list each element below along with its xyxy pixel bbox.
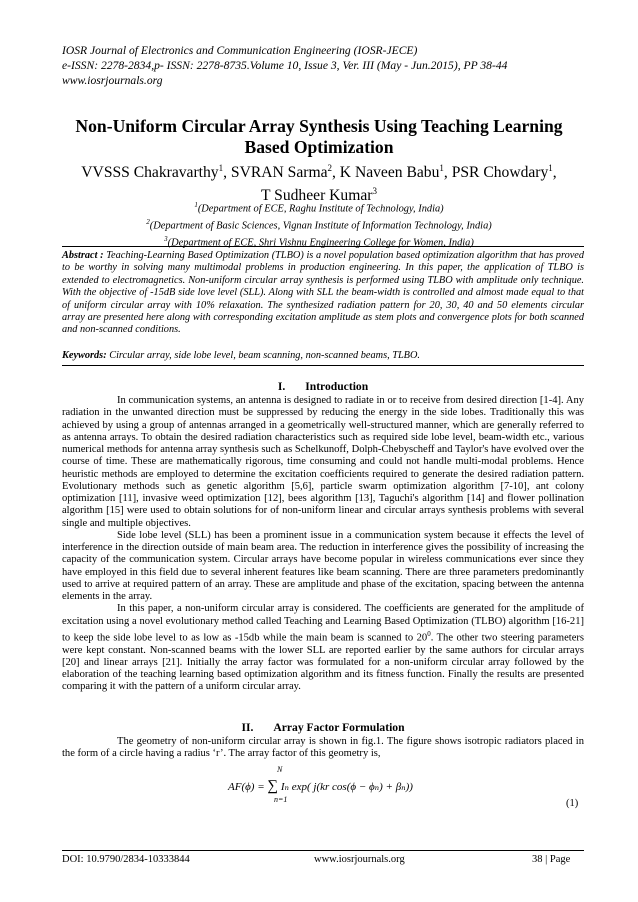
author-list: VVSSS Chakravarthy$^1$, SVRAN Sarma$^2$, K Naveen Babu$^1$, PSR Chowdary$^1$, T Sudheer Kumar$^3$ [81,163,557,205]
author-name: VVSSS Chakravarthy [81,164,219,182]
affiliation-line [60,199,578,216]
journal-issn: e-ISSN: 2278-2834,p- ISSN: 2278-8735.Volume 10, Issue 3, Ver. III (May - Jun.2015), PP 38-44 [62,58,508,72]
journal-url: www.iosrjournals.org [62,73,163,87]
author-name: SVRAN Sarma [230,164,328,182]
keywords [62,350,584,362]
affiliations [60,199,578,249]
sum-upper-limit: N [277,765,283,774]
paragraph-text: In this paper, a non-uniform circular array is considered. The coefficients are generated for the amplitude of excitation using a novel evolutionary method called Teaching and Learning Based Optimization (TLBO) algorithm [16-21] to keep the side lobe level to as low as -15db while the main beam is scanned to 20 [62,603,584,644]
affiliation-text: (Department of ECE, Raghu Institute of Technology, India) [197,203,444,215]
array-factor-body [62,736,584,761]
equation-lhs: AF(ϕ) = [228,781,265,793]
paper-title: Non-Uniform Circular Array Synthesis Using Teaching Learning Based Optimization [75,116,563,157]
footer-site: www.iosrjournals.org [314,854,405,865]
author-affil-sup: 3 [372,186,377,197]
author-name: PSR Chowdary [451,164,549,182]
affiliation-sup: 3 [164,234,168,243]
journal-header [62,44,582,88]
keywords-label: Keywords: [62,350,107,361]
affiliation-sup: 2 [146,217,150,226]
introduction-body [62,395,584,694]
section-title: Introduction [305,380,369,393]
author-affil-sup: 1 [218,163,224,173]
author-affil-sup: 2 [327,163,332,173]
paragraph: The geometry of non-uniform circular array is shown in fig.1. The figure shows isotropic radiators placed in the form of a circle having a radius ‘r’. The array factor of this geometry is, [62,736,584,760]
section-heading-introduction [62,380,584,394]
paragraph [62,603,584,693]
equation-number: (1) [566,798,579,809]
sum-lower-limit: n=1 [274,795,288,804]
author-name: T Sudheer Kumar [261,187,373,205]
abstract-text: Teaching-Learning Based Optimization (TLBO) is a novel population based optimization algorithm that has proved to be worthy in solving many multimodal problems in production engineering. In this paper, the application of TLBO is extended to electromagnetics. Non-uniform circular array synthesis is performed using TLBO with amplitude only technique. With the objective of -15dB side love level (SLL). Along with SLL the beam-width is controlled and almost made equal to that of uniform circular array with 10% relaxation. The synthesized radiation pattern for 20, 30, 40 and 50 elements circular array are presented here along with corresponding excitation amplitude as stem plots and convergence plots for both scanned and non-scanned conditions. [62,250,585,336]
footer-page: 38 | Page [532,854,571,865]
author-affil-sup: 1 [548,163,553,173]
affiliation-sup: 1 [194,201,198,209]
footer-rule [62,850,584,851]
author-affil-sup: 1 [439,163,444,173]
affiliation-text: (Department of ECE, Shri Vishnu Engineering College for Women, India) [167,237,474,248]
journal-name: IOSR Journal of Electronics and Communication Engineering (IOSR-JECE) [62,44,418,57]
paragraph: In communication systems, an antenna is designed to radiate in or to receive from desired direction [1-4]. Any radiation in the unwanted direction must be suppressed by reducing the energy in the side lobes. Traditionally this was achieved by using a group of antennas arranged in a geometrically well-structured manner, which are generally referred to as antenna arrays. To obtain the desired radiation characteristics such as required side lobe level, beam-width etc., various numerical methods for antenna array synthesis such as Schelkunoff, Dolph-Chebyscheff and Taylor's have evolved over the course of time. These are mathematically rigorous, time consuming and could not handle multi-modal problems. Hence heuristic methods are employed to determine the excitation coefficients required to generate the desired radiation pattern. Evolutionary methods such as genetic algorithm [5,6], particle swarm optimization algorithm [7-10], ant colony optimization [11], invasive weed optimization [12], bees algorithm [13], Taguchi's algorithm [14] and flower pollination algorithm [15] were used to obtain solutions for of non-uniform linear and circular arrays synthesis problems with several single and multiple objectives. [62,395,584,529]
abstract-top-rule [62,246,584,247]
keywords-text: Circular array, side lobe level, beam scanning, non-scanned beams, TLBO. [109,350,420,361]
abstract-bottom-rule [62,365,584,366]
author-name: K Naveen Babu [339,164,440,182]
degree-sup: 0 [427,629,431,638]
section-number: I. [277,380,286,393]
abstract [62,250,584,337]
summation-symbol: ∑ [267,778,279,794]
affiliation-line [60,216,578,233]
abstract-label: Abstract : [62,250,104,261]
footer-doi: DOI: 10.9790/2834-10333844 [62,854,190,865]
paragraph-text: . The other two steering parameters were kept constant. Non-scanned beams with the lower SLL are reported earlier by the same authors for circular arrays [20] and linear arrays [21]. Initially the array factor was formulated for a non-uniform circular array followed by the elaboration of the teaching learning based optimization algorithm and its fitness function. Finally the results are presented comparing it with the pattern of a uniform circular array. [62,632,584,693]
section-title: Array Factor Formulation [273,721,405,734]
paragraph: Side lobe level (SLL) has been a prominent issue in a communication system because it effects the level of interference in the direction outside of main beam area. The reduction in interference gives the possibility of increasing the capacity of the communication system. Circular arrays have become popular in wireless communications ever since they have employed in this field due to several inherent features like beam scanning. There are three parameters predominantly used to arrive at required pattern of an array. These are amplitude and phase of the excitation, spacing between the antenna elements in the array. [62,529,584,602]
equation-rhs: Iₙ exp( j(kr cos(ϕ − ϕₙ) + βₙ)) [280,781,413,793]
section-heading-array-factor [62,721,584,735]
affiliation-text: (Department of Basic Sciences, Vignan Institute of Information Technology, India) [149,220,492,232]
equation-main [228,778,413,795]
section-number: II. [241,721,254,734]
